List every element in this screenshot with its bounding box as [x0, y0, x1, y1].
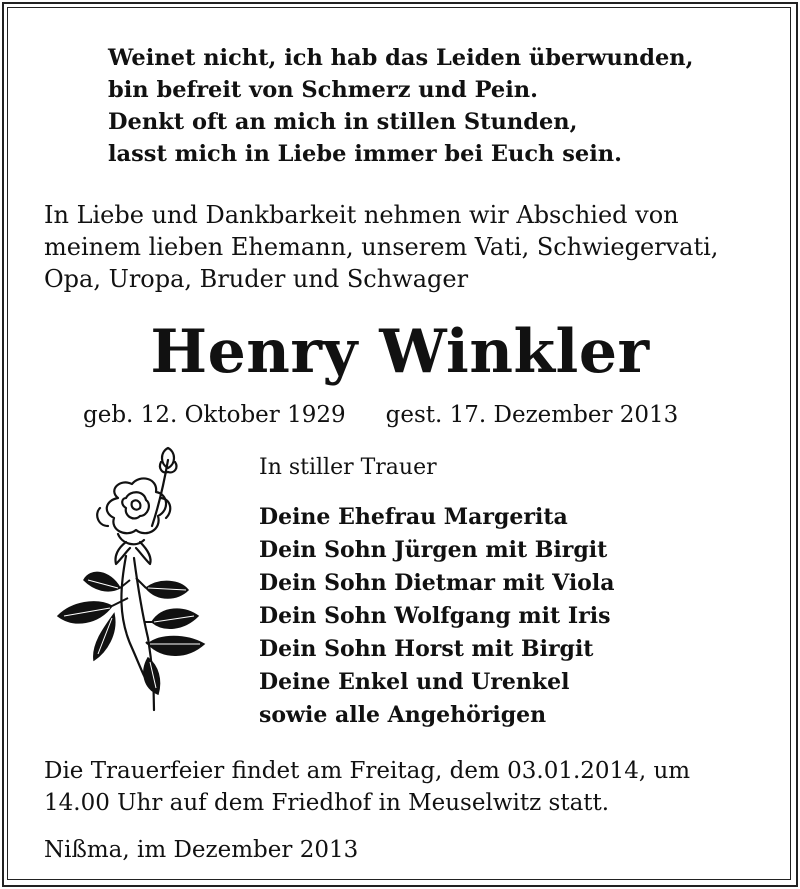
life-dates — [83, 400, 678, 430]
service-line: Die Trauerfeier findet am Freitag, dem 03.01.2014, um — [44, 758, 691, 784]
place-date: Nißma, im Dezember 2013 — [44, 837, 359, 863]
poem-line: Weinet nicht, ich hab das Leiden überwunden, — [108, 45, 694, 71]
service-line: 14.00 Uhr auf dem Friedhof in Meuselwitz statt. — [44, 790, 610, 816]
mourner-item: Dein Sohn Horst mit Birgit — [259, 636, 594, 662]
deceased-name: Henry Winkler — [150, 317, 650, 387]
death-date: gest. 17. Dezember 2013 — [385, 402, 679, 428]
mourner-item: Dein Sohn Dietmar mit Viola — [259, 570, 615, 596]
intro-line: meinem lieben Ehemann, unserem Vati, Schwiegervati, — [44, 233, 719, 261]
poem-line: Denkt oft an mich in stillen Stunden, — [108, 109, 578, 135]
mourner-item: sowie alle Angehörigen — [259, 702, 547, 728]
poem-line: bin befreit von Schmerz und Pein. — [108, 77, 538, 103]
mourning-label: In stiller Trauer — [259, 455, 437, 480]
funeral-service-info — [44, 755, 774, 819]
birth-date: geb. 12. Oktober 1929 — [83, 402, 346, 428]
rose-icon — [48, 438, 218, 716]
intro-text — [44, 199, 774, 295]
intro-line: In Liebe und Dankbarkeit nehmen wir Abschied von — [44, 201, 679, 229]
intro-line: Opa, Uropa, Bruder und Schwager — [44, 265, 469, 293]
mourner-item: Deine Enkel und Urenkel — [259, 669, 570, 695]
mourner-item: Dein Sohn Wolfgang mit Iris — [259, 603, 611, 629]
poem — [108, 42, 748, 170]
mourner-item: Dein Sohn Jürgen mit Birgit — [259, 537, 608, 563]
mourners-list — [259, 501, 614, 732]
mourner-item: Deine Ehefrau Margerita — [259, 504, 568, 530]
poem-line: lasst mich in Liebe immer bei Euch sein. — [108, 141, 622, 167]
